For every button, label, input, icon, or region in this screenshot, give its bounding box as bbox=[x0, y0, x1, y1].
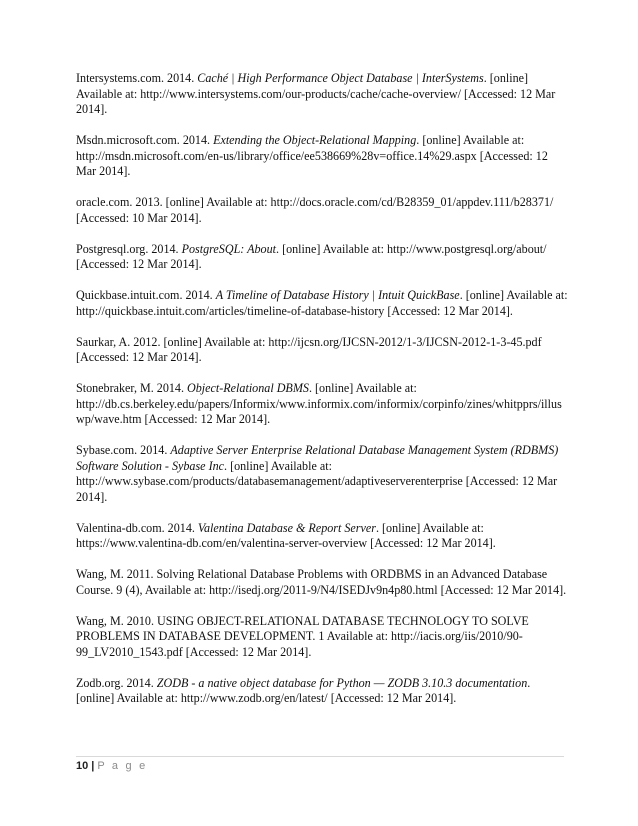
reference-item: Sybase.com. 2014. Adaptive Server Enterprise Relational Database Management System (RDBMS) Software Solution - Sybase Inc. [online] Available at: http://www.sybase.com/products/databasemanagement/adaptiveserverenterprise [Accessed: 12 Mar 2014]. bbox=[76, 443, 559, 504]
reference-item: Msdn.microsoft.com. 2014. Extending the Object-Relational Mapping. [online] Available at: http://msdn.microsoft.com/en-us/library/office/ee538669%28v=office.14%29.aspx [Accessed: 12 Mar 2014]. bbox=[76, 133, 548, 178]
reference-item: Stonebraker, M. 2014. Object-Relational DBMS. [online] Available at: http://db.cs.berkeley.edu/papers/Informix/www.informix.com/informix/corpinfo/zines/whitpprs/illuswp/wave.htm [Accessed: 12 Mar 2014]. bbox=[76, 381, 562, 426]
footer-divider bbox=[76, 756, 564, 757]
reference-list bbox=[76, 71, 568, 722]
footer-separator: | bbox=[91, 760, 95, 772]
reference-title: ZODB - a native object database for Python — ZODB 3.10.3 documentation bbox=[156, 675, 528, 690]
reference-item: Valentina-db.com. 2014. Valentina Database & Report Server. [online] Available at: https://www.valentina-db.com/en/valentina-server-overview [Accessed: 12 Mar 2014]. bbox=[76, 520, 496, 550]
reference-title: Adaptive Server Enterprise Relational Database Management System (RDBMS) Software Solution - Sybase Inc bbox=[76, 443, 559, 473]
page-footer bbox=[76, 760, 147, 772]
reference-item: Wang, M. 2010. USING OBJECT-RELATIONAL DATABASE TECHNOLOGY TO SOLVE PROBLEMS IN DATABASE DEVELOPMENT. 1 Available at: http://iacis.org/iis/2010/90-99_LV2010_1543.pdf [Accessed: 12 Mar 2014]. bbox=[76, 613, 529, 659]
reference-item: Quickbase.intuit.com. 2014. A Timeline of Database History | Intuit QuickBase. [online] Available at: http://quickbase.intuit.com/articles/timeline-of-database-history [Accessed: 12 Mar 2014]. bbox=[76, 288, 568, 318]
page-number: 10 bbox=[76, 760, 89, 772]
reference-title: Extending the Object-Relational Mapping bbox=[213, 133, 417, 147]
reference-title: Object-Relational DBMS bbox=[187, 381, 309, 395]
reference-title: A Timeline of Database History | Intuit QuickBase bbox=[215, 288, 460, 302]
reference-item: Zodb.org. 2014. ZODB - a native object database for Python — ZODB 3.10.3 documentation. [online] Available at: http://www.zodb.org/en/latest/ [Accessed: 12 Mar 2014]. bbox=[76, 675, 531, 705]
reference-title: Caché | High Performance Object Database | InterSystems bbox=[197, 71, 484, 85]
reference-item: Wang, M. 2011. Solving Relational Database Problems with ORDBMS in an Advanced Database Course. 9 (4), Available at: http://isedj.org/2011-9/N4/ISEDJv9n4p80.html [Accessed: 12 Mar 2014]. bbox=[76, 567, 567, 597]
reference-title: PostgreSQL: About bbox=[181, 241, 277, 256]
reference-item: Postgresql.org. 2014. PostgreSQL: About. [online] Available at: http://www.postgresql.org/about/ [Accessed: 12 Mar 2014]. bbox=[76, 241, 547, 271]
page-label: P a g e bbox=[97, 760, 148, 772]
reference-item: oracle.com. 2013. [online] Available at: http://docs.oracle.com/cd/B28359_01/appdev.111/b28371/ [Accessed: 10 Mar 2014]. bbox=[76, 195, 554, 225]
reference-title: Valentina Database & Report Server bbox=[197, 520, 376, 535]
reference-item: Intersystems.com. 2014. Caché | High Performance Object Database | InterSystems. [online] Available at: http://www.intersystems.com/our-products/cache/cache-overview/ [Accessed: 12 Mar 2014]. bbox=[76, 71, 556, 116]
reference-item: Saurkar, A. 2012. [online] Available at: http://ijcsn.org/IJCSN-2012/1-3/IJCSN-2012-1-3-45.pdf [Accessed: 12 Mar 2014]. bbox=[76, 334, 542, 364]
